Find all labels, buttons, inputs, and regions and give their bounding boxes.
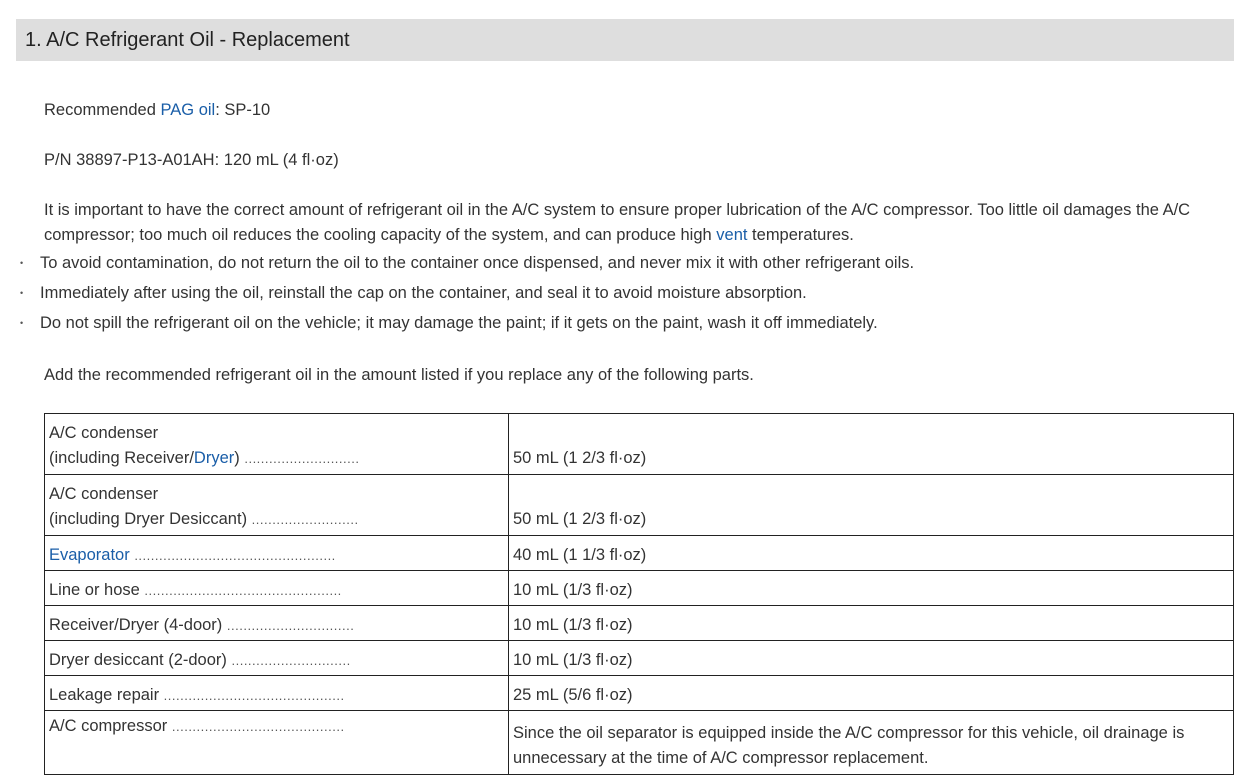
part-cell: Leakage repair ............................................ <box>45 676 509 711</box>
bullet-icon: • <box>20 318 24 328</box>
table-row <box>45 676 1234 711</box>
part-name: A/C condenser <box>49 424 159 442</box>
recommended-suffix: : SP-10 <box>215 101 271 119</box>
leader-dots: ............................................ <box>163 688 345 703</box>
oil-amount-table <box>44 413 1234 775</box>
amount-cell: 50 mL (1 2/3 fl·oz) <box>509 475 1234 536</box>
bullet-icon: • <box>20 258 24 268</box>
recommended-oil-line <box>44 98 270 123</box>
pag-oil-link[interactable]: PAG oil <box>160 101 216 119</box>
table-row <box>45 606 1234 641</box>
amount-cell: 10 mL (1/3 fl·oz) <box>509 571 1234 606</box>
step-title: 1. A/C Refrigerant Oil - Replacement <box>16 19 1234 61</box>
amount-cell: 10 mL (1/3 fl·oz) <box>509 641 1234 676</box>
leader-dots: ............................... <box>226 618 355 633</box>
dryer-link[interactable]: Dryer <box>193 449 235 467</box>
list-item <box>20 313 878 333</box>
list-item <box>20 283 807 303</box>
bullet-text: Immediately after using the oil, reinstall the cap on the container, and seal it to avoid moisture absorption. <box>40 284 807 302</box>
amount-cell: 25 mL (5/6 fl·oz) <box>509 676 1234 711</box>
leader-dots: .......................................... <box>171 719 345 734</box>
table-row <box>45 571 1234 606</box>
bullet-text: Do not spill the refrigerant oil on the vehicle; it may damage the paint; if it gets on the paint, wash it off immediately. <box>40 314 878 332</box>
part-cell: A/C compressor .......................................... <box>45 711 509 775</box>
leader-dots: .......................... <box>251 512 359 527</box>
list-item <box>20 253 914 273</box>
part-cell: Line or hose ................................................ <box>45 571 509 606</box>
part-detail: (including Dryer Desiccant) .......................... <box>49 510 359 528</box>
table-row <box>45 414 1234 475</box>
part-cell <box>45 475 509 536</box>
bullet-icon: • <box>20 288 24 298</box>
amount-cell: 10 mL (1/3 fl·oz) <box>509 606 1234 641</box>
part-cell: Dryer desiccant (2-door) ............................. <box>45 641 509 676</box>
part-cell <box>45 536 509 571</box>
vent-link[interactable]: vent <box>716 226 748 244</box>
amount-cell: Since the oil separator is equipped inside the A/C compressor for this vehicle, oil drainage is unnecessary at the time of A/C compressor replacement. <box>509 711 1234 775</box>
table-row <box>45 475 1234 536</box>
importance-paragraph <box>44 198 1236 248</box>
bullet-text: To avoid contamination, do not return the oil to the container once dispensed, and never mix it with other refrigerant oils. <box>40 254 915 272</box>
table-row <box>45 641 1234 676</box>
recommended-prefix: Recommended <box>44 101 161 119</box>
leader-dots: ................................................ <box>144 583 342 598</box>
table-row <box>45 711 1234 775</box>
part-name: A/C condenser <box>49 485 159 503</box>
evaporator-link[interactable]: Evaporator <box>49 546 130 564</box>
amount-cell: 50 mL (1 2/3 fl·oz) <box>509 414 1234 475</box>
part-number-line: P/N 38897-P13-A01AH: 120 mL (4 fl·oz) <box>44 151 339 169</box>
part-detail: (including Receiver/Dryer) ............................ <box>49 449 360 467</box>
part-cell: Receiver/Dryer (4-door) ............................... <box>45 606 509 641</box>
importance-suffix: temperatures. <box>747 226 854 244</box>
instruction-line: Add the recommended refrigerant oil in the amount listed if you replace any of the following parts. <box>44 366 754 384</box>
amount-cell: 40 mL (1 1/3 fl·oz) <box>509 536 1234 571</box>
importance-text: It is important to have the correct amount of refrigerant oil in the A/C system to ensure proper lubrication of the A/C compressor. Too little oil damages the A/C compressor; too much oil reduces the cooling capacity of the system, and can produce high <box>44 201 1191 244</box>
table-row <box>45 536 1234 571</box>
leader-dots: ............................. <box>231 653 351 668</box>
part-cell <box>45 414 509 475</box>
leader-dots: ................................................. <box>134 548 336 563</box>
leader-dots: ............................ <box>244 451 360 466</box>
